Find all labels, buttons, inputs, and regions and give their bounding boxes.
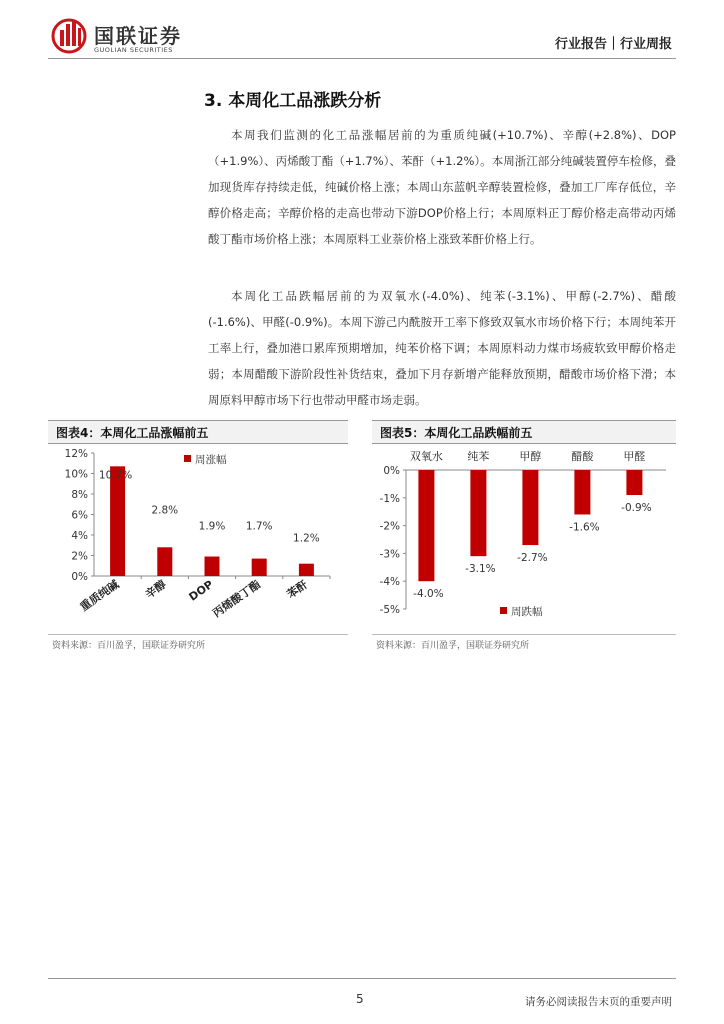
category-label: 重质纯碱 bbox=[77, 577, 122, 614]
y-tick-label: 0% bbox=[71, 571, 88, 583]
figure4-title-bar bbox=[48, 420, 348, 444]
y-tick-label: -5% bbox=[379, 604, 400, 616]
figure5-source-divider bbox=[372, 634, 676, 635]
bar bbox=[418, 470, 434, 581]
data-label: 10.7% bbox=[98, 469, 133, 482]
header-divider bbox=[48, 58, 676, 59]
figure4-title: 图表4：本周化工品涨幅前五 bbox=[56, 426, 209, 440]
data-label: 1.7% bbox=[245, 520, 273, 533]
bar bbox=[574, 470, 590, 514]
legend-swatch bbox=[184, 455, 191, 462]
figure5-title: 图表5：本周化工品跌幅前五 bbox=[380, 426, 533, 440]
category-label: 苯酐 bbox=[284, 577, 311, 602]
y-tick-label: -3% bbox=[379, 548, 400, 561]
y-tick-label: 8% bbox=[71, 489, 88, 501]
paragraph-losers: 本周化工品跌幅居前的为双氧水(-4.0%)、纯苯(-3.1%)、甲醇(-2.7%)、醋酸(-1.6%)、甲醛(-0.9%)。本周下游己内酰胺开工率下修致双氧水市场价格下行；本周纯苯开工率上行，叠加港口累库预期增加，纯苯价格下调；本周原料动力煤市场疲软致甲醇价格走弱；本周醋酸下游阶段性补货结束，叠加下月存新增产能释放预期，醋酸市场价格下滑；本周原料甲醇市场下行也带动甲醛市场走弱。 bbox=[208, 289, 676, 407]
figure5-title-bar bbox=[372, 420, 676, 444]
category-label: 双氧水 bbox=[409, 450, 443, 463]
paragraph-gainers: 本周我们监测的化工品涨幅居前的为重质纯碱(+10.7%)、辛醇(+2.8%)、DOP（+1.9%）、丙烯酸丁酯（+1.7%）、苯酐（+1.2%）。本周浙江部分纯碱装置停车检修，叠加现货库存持续走低，纯碱价格上涨；本周山东蓝帆辛醇装置检修，叠加工厂库存低位，辛醇价格走高；辛醇价格的走高也带动下游DOP价格上行；本周原料正丁醇价格走高带动丙烯酸丁酯市场价格上涨；本周原料工业萘价格上涨致苯酐价格上行。 bbox=[208, 128, 676, 246]
legend-label: 周跌幅 bbox=[511, 606, 543, 618]
legend-label: 周涨幅 bbox=[195, 454, 227, 466]
figure5-source: 资料来源：百川盈孚，国联证券研究所 bbox=[376, 641, 530, 651]
company-logo bbox=[50, 16, 190, 56]
report-type: 行业报告｜行业周报 bbox=[554, 37, 672, 52]
category-label: 甲醇 bbox=[519, 450, 542, 463]
figure4-source: 资料来源：百川盈孚，国联证券研究所 bbox=[52, 641, 206, 651]
category-label: DOP bbox=[186, 577, 216, 604]
brand-name-en: GUOLIAN SECURITIES bbox=[94, 46, 173, 54]
page-number: 5 bbox=[356, 992, 364, 1006]
logo-mark-icon bbox=[50, 16, 88, 54]
data-label: -3.1% bbox=[465, 563, 496, 576]
category-label: 醋酸 bbox=[571, 450, 594, 463]
data-label: -2.7% bbox=[517, 552, 548, 565]
y-tick-label: -4% bbox=[379, 576, 400, 589]
y-tick-label: 0% bbox=[383, 465, 400, 477]
y-tick-label: 12% bbox=[64, 448, 88, 460]
data-label: -4.0% bbox=[413, 588, 444, 601]
category-label: 甲醛 bbox=[623, 450, 646, 463]
section-title: 3. 本周化工品涨跌分析 bbox=[204, 91, 382, 111]
y-tick-label: 4% bbox=[71, 530, 88, 542]
data-label: 1.2% bbox=[293, 532, 320, 545]
y-tick-label: 2% bbox=[71, 550, 88, 563]
data-label: 1.9% bbox=[198, 520, 226, 533]
category-label: 纯苯 bbox=[467, 450, 490, 463]
data-label: -0.9% bbox=[621, 502, 652, 515]
brand-name: 国联证券 bbox=[94, 24, 182, 48]
figure4-source-divider bbox=[48, 634, 348, 635]
y-tick-label: -1% bbox=[379, 492, 400, 505]
footer-disclaimer: 请务必阅读报告末页的重要声明 bbox=[525, 996, 672, 1008]
figure5-chart bbox=[372, 443, 676, 633]
bar bbox=[522, 470, 538, 545]
category-label: 辛醇 bbox=[143, 577, 169, 602]
category-label: 丙烯酸丁酯 bbox=[210, 577, 263, 621]
footer-divider bbox=[48, 978, 676, 979]
bar bbox=[626, 470, 642, 495]
bar bbox=[252, 559, 267, 576]
data-label: 2.8% bbox=[151, 504, 179, 517]
bar bbox=[110, 466, 125, 576]
bar bbox=[205, 557, 220, 576]
bar bbox=[157, 547, 172, 576]
y-tick-label: 6% bbox=[71, 509, 88, 522]
legend-swatch bbox=[500, 607, 507, 614]
bar bbox=[299, 564, 314, 576]
y-tick-label: 10% bbox=[64, 468, 88, 481]
bar bbox=[470, 470, 486, 556]
data-label: -1.6% bbox=[569, 521, 600, 534]
figure4-chart bbox=[48, 443, 348, 633]
y-tick-label: -2% bbox=[379, 520, 400, 533]
